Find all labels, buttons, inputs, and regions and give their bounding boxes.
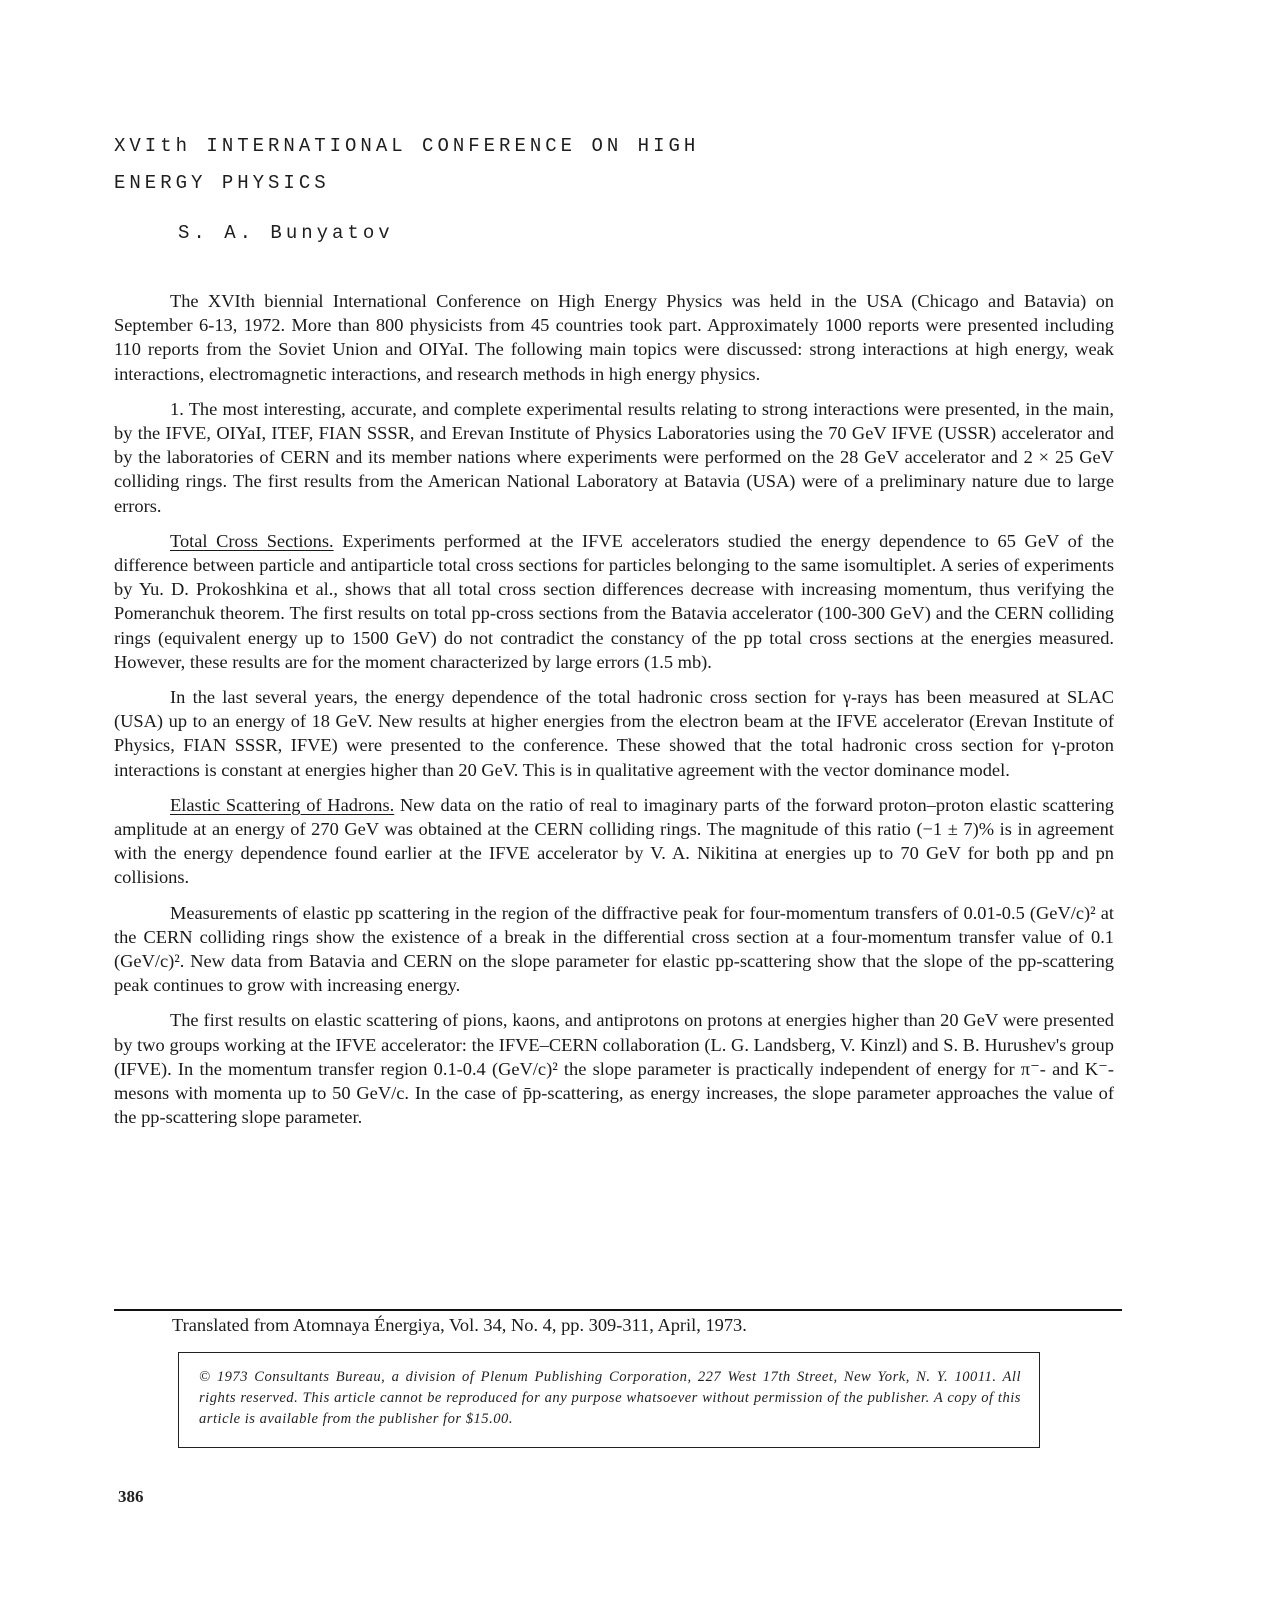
section-heading-elastic-scattering: Elastic Scattering of Hadrons. (170, 794, 395, 815)
paragraph-pions-kaons: The first results on elastic scattering of pions, kaons, and antiprotons on protons at energies higher than 20 GeV were presented by two groups working at the IFVE accelerator: the IFVE–CERN collaboration (L. G. Landsberg, V. Kinzl) and S. B. Hurushev's group (IFVE). In the momentum transfer region 0.1-0.4 (GeV/c)² the slope parameter is practically independent of energy for π⁻- and K⁻-mesons with momenta up to 50 GeV/c. In the case of p̄p-scattering, as energy increases, the slope parameter approaches the value of the pp-scattering slope parameter. (114, 1010, 1114, 1128)
paragraph-gamma-rays: In the last several years, the energy dependence of the total hadronic cross section for γ-rays has been measured at SLAC (USA) up to an energy of 18 GeV. New results at higher energies from the electron beam at the IFVE accelerator (Erevan Institute of Physics, FIAN SSSR, IFVE) were presented to the conference. These showed that the total hadronic cross section for γ-proton interactions is constant at energies higher than 20 GeV. This is in qualitative agreement with the vector dominance model. (114, 687, 1114, 780)
paragraph-diffractive-peak: Measurements of elastic pp scattering in the region of the diffractive peak for four-momentum transfers of 0.01-0.5 (GeV/c)² at the CERN colliding rings show the existence of a break in the differential cross section at a four-momentum transfer value of 0.1 (GeV/c)². New data from Batavia and CERN on the slope parameter for elastic pp-scattering show that the slope of the pp-scattering peak continues to grow with increasing energy. (114, 902, 1114, 996)
section-heading-total-cross-sections: Total Cross Sections. (170, 530, 334, 551)
paragraph-text: Experiments performed at the IFVE accelerators studied the energy dependence to 65 GeV of the difference between particle and antiparticle total cross sections for particles belonging to the same isomultiplet. A series of experiments by Yu. D. Prokoshkina et al., shows that all total cross section differences decrease with increasing momentum, thus verifying the Pomeranchuk theorem. The first results on total pp-cross sections from the Batavia accelerator (100-300 GeV) and the CERN colliding rings (equivalent energy up to 1500 GeV) do not contradict the constancy of the pp total cross sections at the energies measured. However, these results are for the moment characterized by large errors (1.5 mb). (114, 530, 1114, 672)
footnote-divider (114, 1309, 1122, 1311)
translation-note: Translated from Atomnaya Énergiya, Vol. 34, No. 4, pp. 309-311, April, 1973. (172, 1315, 747, 1335)
paper-title-line-2: ENERGY PHYSICS (114, 172, 330, 194)
article-body (114, 289, 1114, 1141)
paragraph-total-cross-sections (114, 529, 1114, 674)
paragraph-strong-interactions: 1. The most interesting, accurate, and complete experimental results relating to strong interactions were presented, in the main, by the IFVE, OIYaI, ITEF, FIAN SSSR, and Erevan Institute of Physics Laboratories using the 70 GeV IFVE (USSR) accelerator and by the laboratories of CERN and its member nations where experiments were performed on the 28 GeV accelerator and 2 × 25 GeV colliding rings. The first results from the American National Laboratory at Batavia (USA) were of a preliminary nature due to large errors. (114, 398, 1114, 516)
paper-title-line-1: XVIth INTERNATIONAL CONFERENCE ON HIGH (114, 135, 700, 157)
paragraph-intro: The XVIth biennial International Conference on High Energy Physics was held in the USA (Chicago and Batavia) on September 6-13, 1972. More than 800 physicists from 45 countries took part. Approximately 1000 reports were presented including 110 reports from the Soviet Union and OIYaI. The following main topics were discussed: strong interactions at high energy, weak interactions, electromagnetic interactions, and research methods in high energy physics. (114, 291, 1114, 384)
page-number: 386 (118, 1487, 144, 1506)
author-name: S. A. Bunyatov (178, 222, 394, 244)
copyright-notice: © 1973 Consultants Bureau, a division of Plenum Publishing Corporation, 227 West 17th Street, New York, N. Y. 10011. All rights reserved. This article cannot be reproduced for any purpose whatsoever without permission of the publisher. A copy of this article is available from the publisher for $15.00. (178, 1352, 1040, 1448)
paragraph-elastic-scattering (114, 793, 1114, 890)
paragraph-text: New data on the ratio of real to imaginary parts of the forward proton–proton elastic scattering amplitude at an energy of 270 GeV was obtained at the CERN colliding rings. The magnitude of this ratio (−1 ± 7)% is in agreement with the energy dependence found earlier at the IFVE accelerator by V. A. Nikitina at energies up to 70 GeV for both pp and pn collisions. (114, 794, 1114, 888)
